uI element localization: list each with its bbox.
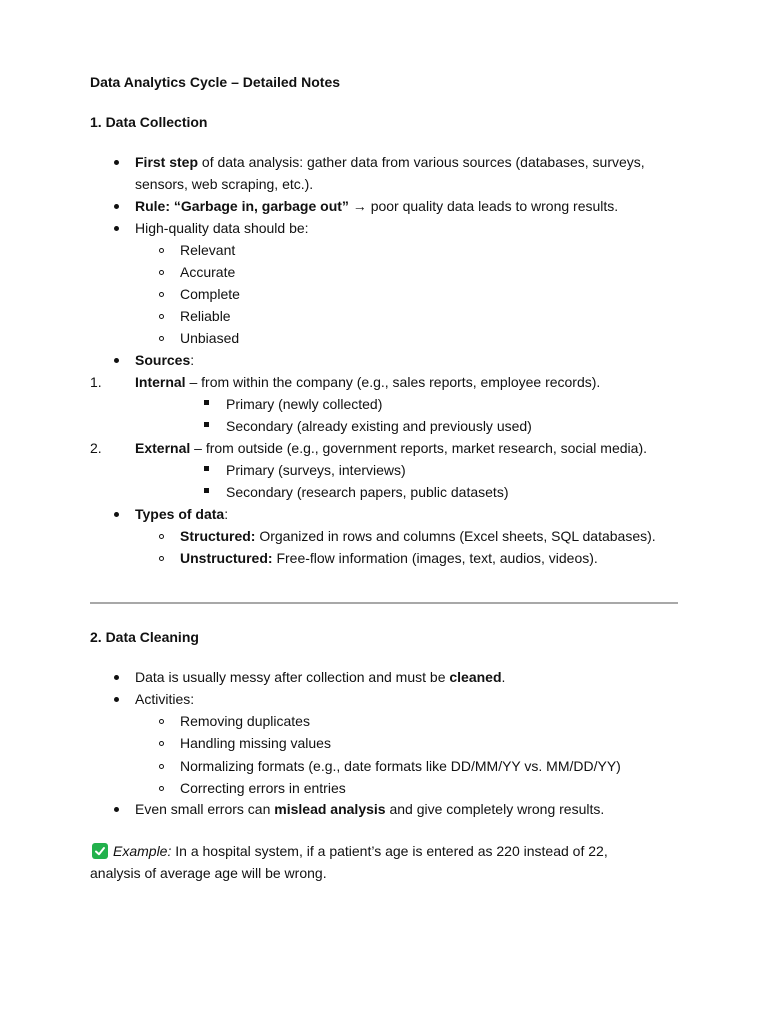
bold-text: External	[135, 440, 191, 456]
list-item-internal-secondary: Secondary (already existing and previously used)	[226, 418, 532, 434]
list-item-unstructured	[180, 547, 598, 569]
sub-bullet-marker	[159, 534, 164, 539]
section-heading-data-cleaning: 2. Data Cleaning	[90, 629, 199, 645]
square-bullet-marker	[204, 488, 209, 493]
source-internal	[135, 371, 600, 393]
list-number: 1.	[90, 374, 102, 390]
sub-bullet-marker	[159, 292, 164, 297]
bullet-activities: Activities:	[135, 691, 195, 707]
bullet-marker	[114, 160, 119, 165]
list-item-external-secondary: Secondary (research papers, public datasets)	[226, 484, 509, 500]
bullet-marker	[114, 226, 119, 231]
bold-text: mislead analysis	[274, 801, 386, 817]
sub-bullet-marker	[159, 719, 164, 724]
sub-bullet-marker	[159, 764, 164, 769]
section-heading-data-collection: 1. Data Collection	[90, 114, 208, 130]
bullet-text: of data analysis: gather data from various sources (databases, surveys,	[198, 154, 645, 170]
example-label: Example:	[113, 843, 172, 859]
check-mark-icon	[92, 843, 108, 859]
list-item-correcting-errors: Correcting errors in entries	[180, 780, 346, 796]
square-bullet-marker	[204, 400, 209, 405]
sub-bullet-marker	[159, 314, 164, 319]
bullet-marker	[114, 675, 119, 680]
list-item-unbiased: Unbiased	[180, 330, 240, 346]
bullet-marker	[114, 697, 119, 702]
list-item-accurate: Accurate	[180, 264, 236, 280]
section-divider	[90, 602, 678, 604]
document-title: Data Analytics Cycle – Detailed Notes	[90, 74, 341, 90]
list-item-missing-values: Handling missing values	[180, 735, 331, 751]
bullet-text-tail: and give completely wrong results.	[385, 801, 605, 817]
bold-text: Types of data	[135, 506, 225, 522]
bullet-high-quality: High-quality data should be:	[135, 220, 309, 236]
list-item-relevant: Relevant	[180, 242, 236, 258]
source-external	[135, 437, 647, 459]
bullet-marker	[114, 358, 119, 363]
list-item-normalizing-formats: Normalizing formats (e.g., date formats like DD/MM/YY vs. MM/DD/YY)	[180, 758, 621, 774]
bullet-text: Data is usually messy after collection and must be	[135, 669, 450, 685]
list-item-internal-primary: Primary (newly collected)	[226, 396, 383, 412]
bullet-text: → poor quality data leads to wrong results.	[348, 198, 619, 214]
bullet-marker	[114, 807, 119, 812]
bold-text: cleaned	[449, 669, 502, 685]
square-bullet-marker	[204, 466, 209, 471]
bullet-text: Free-flow information (images, text, audios, videos).	[272, 550, 598, 566]
example-text-continued: analysis of average age will be wrong.	[90, 865, 327, 881]
list-item-removing-duplicates: Removing duplicates	[180, 713, 310, 729]
list-item-complete: Complete	[180, 286, 240, 302]
bullet-text: :	[224, 506, 229, 522]
sub-bullet-marker	[159, 741, 164, 746]
bold-text: First step	[135, 154, 199, 170]
list-number: 2.	[90, 440, 102, 456]
bullet-text: – from outside (e.g., government reports, market research, social media).	[190, 440, 647, 456]
example-text	[113, 840, 608, 862]
bullet-text: – from within the company (e.g., sales reports, employee records).	[185, 374, 601, 390]
sub-bullet-marker	[159, 270, 164, 275]
bullet-marker	[114, 204, 119, 209]
bold-text: Rule: “Garbage in, garbage out”	[135, 198, 349, 214]
list-item-external-primary: Primary (surveys, interviews)	[226, 462, 406, 478]
bold-text: Internal	[135, 374, 186, 390]
bullet-first-step-continued: sensors, web scraping, etc.).	[135, 176, 314, 192]
sub-bullet-marker	[159, 786, 164, 791]
bullet-types-of-data	[135, 503, 228, 525]
example-body: In a hospital system, if a patient’s age is entered as 220 instead of 22,	[171, 843, 608, 859]
bold-text: Structured:	[180, 528, 256, 544]
sub-bullet-marker	[159, 248, 164, 253]
bold-text: Unstructured:	[180, 550, 273, 566]
sub-bullet-marker	[159, 556, 164, 561]
bullet-first-step	[135, 151, 645, 173]
sub-bullet-marker	[159, 336, 164, 341]
bullet-rule	[135, 195, 618, 217]
list-item-reliable: Reliable	[180, 308, 231, 324]
square-bullet-marker	[204, 422, 209, 427]
bullet-text: :	[190, 352, 195, 368]
bold-text: Sources	[135, 352, 191, 368]
list-item-structured	[180, 525, 656, 547]
bullet-text: Even small errors can	[135, 801, 275, 817]
bullet-small-errors	[135, 798, 604, 820]
bullet-text: Organized in rows and columns (Excel sheets, SQL databases).	[255, 528, 656, 544]
bullet-marker	[114, 512, 119, 517]
bullet-text-tail: .	[501, 669, 506, 685]
bullet-messy-data	[135, 666, 505, 688]
bullet-sources	[135, 349, 194, 371]
